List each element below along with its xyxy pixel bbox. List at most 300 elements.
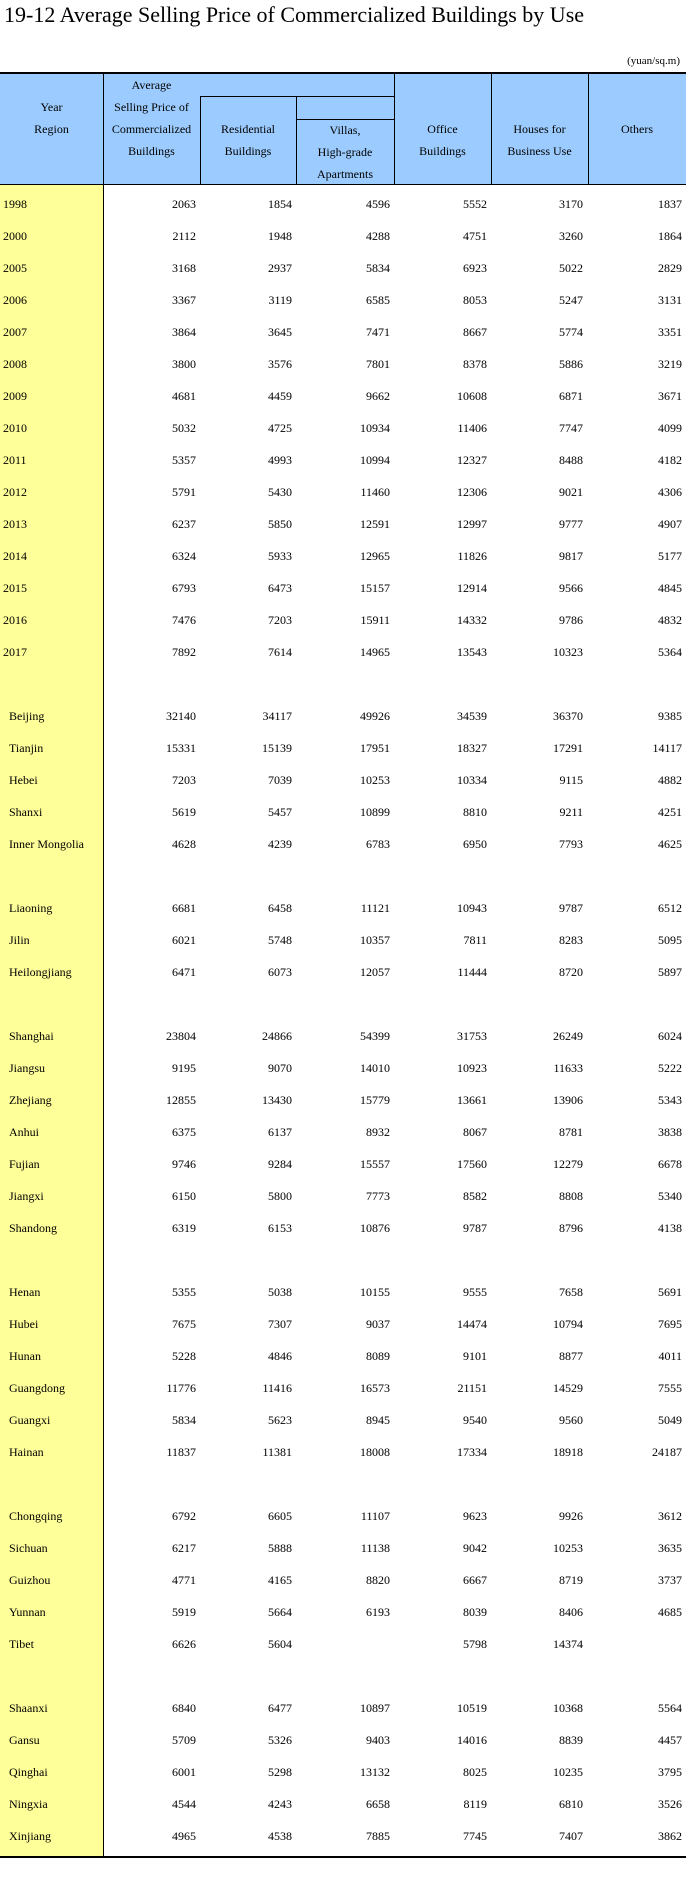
table-row bbox=[0, 732, 686, 764]
cell-business: 8488 bbox=[559, 453, 583, 467]
cell-others: 5343 bbox=[658, 1093, 682, 1107]
table-row bbox=[0, 380, 686, 412]
cell-avg: 9195 bbox=[172, 1061, 196, 1075]
cell-avg: 6319 bbox=[172, 1221, 196, 1235]
cell-residential: 4538 bbox=[268, 1829, 292, 1843]
row-label: 2017 bbox=[3, 645, 27, 659]
cell-business: 7793 bbox=[559, 837, 583, 851]
cell-office: 8378 bbox=[463, 357, 487, 371]
row-label: 2008 bbox=[3, 357, 27, 371]
row-label: Shaanxi bbox=[9, 1701, 48, 1715]
cell-residential: 5933 bbox=[268, 549, 292, 563]
row-label: 2012 bbox=[3, 485, 27, 499]
cell-others: 5340 bbox=[658, 1189, 682, 1203]
cell-others: 7555 bbox=[658, 1381, 682, 1395]
row-label: 2014 bbox=[3, 549, 27, 563]
cell-office: 12327 bbox=[457, 453, 487, 467]
cell-villas: 9662 bbox=[366, 389, 390, 403]
cell-villas: 9037 bbox=[366, 1317, 390, 1331]
row-label: 2007 bbox=[3, 325, 27, 339]
cell-residential: 4459 bbox=[268, 389, 292, 403]
cell-villas: 11121 bbox=[360, 901, 390, 915]
cell-avg: 6626 bbox=[172, 1637, 196, 1651]
cell-villas: 10994 bbox=[360, 453, 390, 467]
cell-residential: 1948 bbox=[268, 229, 292, 243]
cell-business: 10794 bbox=[553, 1317, 583, 1331]
cell-avg: 7675 bbox=[172, 1317, 196, 1331]
cell-residential: 3119 bbox=[268, 293, 292, 307]
cell-office: 4751 bbox=[463, 229, 487, 243]
cell-business: 8719 bbox=[559, 1573, 583, 1587]
row-label: Anhui bbox=[9, 1125, 39, 1139]
cell-residential: 9070 bbox=[268, 1061, 292, 1075]
cell-others: 4138 bbox=[658, 1221, 682, 1235]
cell-avg: 4681 bbox=[172, 389, 196, 403]
cell-residential: 5298 bbox=[268, 1765, 292, 1779]
cell-avg: 6001 bbox=[172, 1765, 196, 1779]
cell-villas: 11107 bbox=[360, 1509, 390, 1523]
cell-residential: 5800 bbox=[268, 1189, 292, 1203]
cell-office: 9101 bbox=[463, 1349, 487, 1363]
cell-residential: 13430 bbox=[262, 1093, 292, 1107]
cell-others: 3635 bbox=[658, 1541, 682, 1555]
cell-office: 8582 bbox=[463, 1189, 487, 1203]
row-label: Sichuan bbox=[9, 1541, 48, 1555]
cell-avg: 7203 bbox=[172, 773, 196, 787]
row-label: 2013 bbox=[3, 517, 27, 531]
cell-others: 4907 bbox=[658, 517, 682, 531]
header-year-region: Year Region bbox=[34, 100, 69, 136]
header-villas: Villas, High-grade Apartments bbox=[317, 123, 373, 181]
cell-business: 14374 bbox=[553, 1637, 583, 1651]
cell-others: 7695 bbox=[658, 1317, 682, 1331]
cell-office: 18327 bbox=[457, 741, 487, 755]
cell-others: 3351 bbox=[658, 325, 682, 339]
cell-villas: 8945 bbox=[366, 1413, 390, 1427]
cell-residential: 1854 bbox=[268, 197, 292, 211]
cell-villas: 10876 bbox=[360, 1221, 390, 1235]
row-label: Heilongjiang bbox=[9, 965, 72, 979]
table-bottom-border bbox=[0, 1856, 686, 1858]
table-row bbox=[0, 1596, 686, 1628]
cell-office: 14016 bbox=[457, 1733, 487, 1747]
row-label: Inner Mongolia bbox=[9, 837, 84, 851]
table-row bbox=[0, 1756, 686, 1788]
table-row bbox=[0, 1372, 686, 1404]
cell-avg: 3168 bbox=[172, 261, 196, 275]
cell-avg: 3367 bbox=[172, 293, 196, 307]
cell-others: 14117 bbox=[652, 741, 682, 755]
table-row bbox=[0, 1276, 686, 1308]
cell-villas: 13132 bbox=[360, 1765, 390, 1779]
row-label: Xinjiang bbox=[9, 1829, 51, 1843]
cell-villas: 7801 bbox=[366, 357, 390, 371]
row-label: Shanxi bbox=[9, 805, 43, 819]
table-row bbox=[0, 1020, 686, 1052]
table-row bbox=[0, 348, 686, 380]
cell-business: 5247 bbox=[559, 293, 583, 307]
cell-avg: 6375 bbox=[172, 1125, 196, 1139]
cell-villas: 4596 bbox=[366, 197, 390, 211]
row-label: Guizhou bbox=[9, 1573, 51, 1587]
cell-villas: 9403 bbox=[366, 1733, 390, 1747]
table-row bbox=[0, 476, 686, 508]
cell-office: 14474 bbox=[457, 1317, 487, 1331]
cell-business: 10323 bbox=[553, 645, 583, 659]
row-label: 2016 bbox=[3, 613, 27, 627]
cell-villas: 14965 bbox=[360, 645, 390, 659]
cell-others: 4625 bbox=[658, 837, 682, 851]
row-label: Hubei bbox=[9, 1317, 39, 1331]
table-row bbox=[0, 828, 686, 860]
cell-office: 8067 bbox=[463, 1125, 487, 1139]
header-business-use: Houses for Business Use bbox=[507, 122, 572, 158]
cell-residential: 5664 bbox=[268, 1605, 292, 1619]
table-row bbox=[0, 956, 686, 988]
cell-residential: 5748 bbox=[268, 933, 292, 947]
cell-villas: 10934 bbox=[360, 421, 390, 435]
cell-others: 5095 bbox=[658, 933, 682, 947]
cell-others: 2829 bbox=[658, 261, 682, 275]
cell-business: 9786 bbox=[559, 613, 583, 627]
table-row bbox=[0, 1692, 686, 1724]
cell-others: 5049 bbox=[658, 1413, 682, 1427]
table-row bbox=[0, 444, 686, 476]
cell-office: 6950 bbox=[463, 837, 487, 851]
cell-others: 3131 bbox=[658, 293, 682, 307]
row-label: 2010 bbox=[3, 421, 27, 435]
cell-residential: 5888 bbox=[268, 1541, 292, 1555]
cell-avg: 6793 bbox=[172, 581, 196, 595]
table-row bbox=[0, 1500, 686, 1532]
table-row bbox=[0, 508, 686, 540]
cell-office: 12914 bbox=[457, 581, 487, 595]
row-label: Tianjin bbox=[9, 741, 44, 755]
cell-avg: 5357 bbox=[172, 453, 196, 467]
page-title: 19-12 Average Selling Price of Commercialized Buildings by Use bbox=[4, 2, 585, 27]
cell-residential: 5623 bbox=[268, 1413, 292, 1427]
cell-avg: 11776 bbox=[166, 1381, 196, 1395]
row-label: Shanghai bbox=[9, 1029, 54, 1043]
cell-business: 9115 bbox=[559, 773, 583, 787]
table-row bbox=[0, 220, 686, 252]
cell-avg: 5709 bbox=[172, 1733, 196, 1747]
cell-others: 5691 bbox=[658, 1285, 682, 1299]
cell-residential: 4243 bbox=[268, 1797, 292, 1811]
cell-avg: 32140 bbox=[166, 709, 196, 723]
cell-villas: 12965 bbox=[360, 549, 390, 563]
cell-residential: 15139 bbox=[262, 741, 292, 755]
price-table bbox=[0, 72, 686, 1856]
cell-business: 5886 bbox=[559, 357, 583, 371]
cell-residential: 4239 bbox=[268, 837, 292, 851]
cell-avg: 6150 bbox=[172, 1189, 196, 1203]
cell-avg: 23804 bbox=[166, 1029, 196, 1043]
row-label: Liaoning bbox=[9, 901, 53, 915]
cell-business: 8283 bbox=[559, 933, 583, 947]
row-label: Fujian bbox=[9, 1157, 40, 1171]
cell-business: 7658 bbox=[559, 1285, 583, 1299]
cell-business: 8877 bbox=[559, 1349, 583, 1363]
table-row bbox=[0, 700, 686, 732]
cell-business: 6871 bbox=[559, 389, 583, 403]
cell-office: 7811 bbox=[463, 933, 487, 947]
cell-office: 9042 bbox=[463, 1541, 487, 1555]
unit-label: (yuan/sq.m) bbox=[627, 55, 680, 67]
table-row bbox=[0, 636, 686, 668]
cell-others: 3795 bbox=[658, 1765, 682, 1779]
cell-residential: 6153 bbox=[268, 1221, 292, 1235]
cell-others: 5564 bbox=[658, 1701, 682, 1715]
cell-villas: 11460 bbox=[360, 485, 390, 499]
cell-others: 4099 bbox=[658, 421, 682, 435]
cell-villas: 6658 bbox=[366, 1797, 390, 1811]
cell-residential: 5850 bbox=[268, 517, 292, 531]
cell-office: 13543 bbox=[457, 645, 487, 659]
cell-others: 6024 bbox=[658, 1029, 682, 1043]
table-row bbox=[0, 1052, 686, 1084]
cell-office: 17560 bbox=[457, 1157, 487, 1171]
cell-office: 8119 bbox=[463, 1797, 487, 1811]
cell-business: 8720 bbox=[559, 965, 583, 979]
cell-office: 8810 bbox=[463, 805, 487, 819]
row-label: Jiangsu bbox=[9, 1061, 45, 1075]
cell-residential: 3576 bbox=[268, 357, 292, 371]
cell-business: 9926 bbox=[559, 1509, 583, 1523]
cell-residential: 5038 bbox=[268, 1285, 292, 1299]
cell-office: 11444 bbox=[457, 965, 487, 979]
header-residential: Residential Buildings bbox=[221, 122, 275, 158]
cell-office: 8053 bbox=[463, 293, 487, 307]
table-header bbox=[0, 72, 686, 185]
row-label: Zhejiang bbox=[9, 1093, 52, 1107]
table-row bbox=[0, 924, 686, 956]
cell-business: 7747 bbox=[559, 421, 583, 435]
cell-residential: 6458 bbox=[268, 901, 292, 915]
cell-office: 7745 bbox=[463, 1829, 487, 1843]
cell-residential: 24866 bbox=[262, 1029, 292, 1043]
cell-avg: 5919 bbox=[172, 1605, 196, 1619]
table-row bbox=[0, 892, 686, 924]
cell-villas: 6783 bbox=[366, 837, 390, 851]
cell-others: 5897 bbox=[658, 965, 682, 979]
cell-avg: 5032 bbox=[172, 421, 196, 435]
cell-business: 8796 bbox=[559, 1221, 583, 1235]
header-average-price: Average Selling Price of Commercialized Buildings bbox=[111, 78, 192, 158]
cell-others: 3838 bbox=[658, 1125, 682, 1139]
cell-office: 34539 bbox=[457, 709, 487, 723]
cell-avg: 2112 bbox=[172, 229, 196, 243]
cell-avg: 3864 bbox=[172, 325, 196, 339]
cell-others: 3526 bbox=[658, 1797, 682, 1811]
cell-avg: 6471 bbox=[172, 965, 196, 979]
cell-others: 24187 bbox=[652, 1445, 682, 1459]
row-label: Qinghai bbox=[9, 1765, 48, 1779]
cell-business: 36370 bbox=[553, 709, 583, 723]
cell-others: 4685 bbox=[658, 1605, 682, 1619]
table-row bbox=[0, 1628, 686, 1660]
cell-villas: 14010 bbox=[360, 1061, 390, 1075]
cell-avg: 6840 bbox=[172, 1701, 196, 1715]
cell-business: 9566 bbox=[559, 581, 583, 595]
cell-villas: 18008 bbox=[360, 1445, 390, 1459]
cell-residential: 11416 bbox=[262, 1381, 292, 1395]
cell-villas: 10253 bbox=[360, 773, 390, 787]
cell-avg: 11837 bbox=[166, 1445, 196, 1459]
cell-office: 8025 bbox=[463, 1765, 487, 1779]
cell-villas: 5834 bbox=[366, 261, 390, 275]
cell-villas: 49926 bbox=[360, 709, 390, 723]
table-row bbox=[0, 1404, 686, 1436]
cell-avg: 5834 bbox=[172, 1413, 196, 1427]
table-row bbox=[0, 1436, 686, 1468]
cell-villas: 12591 bbox=[360, 517, 390, 531]
table-row bbox=[0, 1116, 686, 1148]
cell-business: 3260 bbox=[559, 229, 583, 243]
cell-villas: 10897 bbox=[360, 1701, 390, 1715]
table-row bbox=[0, 1340, 686, 1372]
cell-villas: 10155 bbox=[360, 1285, 390, 1299]
table-row bbox=[0, 1724, 686, 1756]
cell-villas: 6193 bbox=[366, 1605, 390, 1619]
cell-others: 4306 bbox=[658, 485, 682, 499]
cell-business: 6810 bbox=[559, 1797, 583, 1811]
cell-business: 14529 bbox=[553, 1381, 583, 1395]
header-office: Office Buildings bbox=[419, 122, 466, 158]
cell-avg: 9746 bbox=[172, 1157, 196, 1171]
cell-villas: 7885 bbox=[366, 1829, 390, 1843]
row-label: Yunnan bbox=[9, 1605, 46, 1619]
row-label: Hebei bbox=[9, 773, 38, 787]
cell-others: 1864 bbox=[658, 229, 682, 243]
cell-office: 9623 bbox=[463, 1509, 487, 1523]
cell-office: 10334 bbox=[457, 773, 487, 787]
row-label: 2011 bbox=[3, 453, 27, 467]
row-label: Jiangxi bbox=[9, 1189, 44, 1203]
row-label: Hunan bbox=[9, 1349, 41, 1363]
cell-office: 9787 bbox=[463, 1221, 487, 1235]
cell-residential: 2937 bbox=[268, 261, 292, 275]
cell-avg: 5228 bbox=[172, 1349, 196, 1363]
cell-business: 9817 bbox=[559, 549, 583, 563]
table-row bbox=[0, 1788, 686, 1820]
cell-business: 9211 bbox=[559, 805, 583, 819]
table-row bbox=[0, 796, 686, 828]
cell-business: 8808 bbox=[559, 1189, 583, 1203]
table-row bbox=[0, 316, 686, 348]
cell-residential: 5326 bbox=[268, 1733, 292, 1747]
cell-office: 9540 bbox=[463, 1413, 487, 1427]
row-label: Hainan bbox=[9, 1445, 44, 1459]
cell-residential: 4165 bbox=[268, 1573, 292, 1587]
cell-avg: 6324 bbox=[172, 549, 196, 563]
cell-residential: 5430 bbox=[268, 485, 292, 499]
table-row bbox=[0, 1084, 686, 1116]
cell-residential: 7039 bbox=[268, 773, 292, 787]
row-label: Henan bbox=[9, 1285, 41, 1299]
cell-business: 18918 bbox=[553, 1445, 583, 1459]
cell-villas: 11138 bbox=[360, 1541, 390, 1555]
cell-business: 8406 bbox=[559, 1605, 583, 1619]
cell-residential: 5457 bbox=[268, 805, 292, 819]
cell-others: 5177 bbox=[658, 549, 682, 563]
table-row bbox=[0, 1180, 686, 1212]
cell-business: 11633 bbox=[553, 1061, 583, 1075]
cell-others: 4182 bbox=[658, 453, 682, 467]
cell-others: 6512 bbox=[658, 901, 682, 915]
cell-villas: 8089 bbox=[366, 1349, 390, 1363]
cell-villas: 6585 bbox=[366, 293, 390, 307]
row-label: 2015 bbox=[3, 581, 27, 595]
cell-villas: 17951 bbox=[360, 741, 390, 755]
cell-residential: 7203 bbox=[268, 613, 292, 627]
cell-others: 3737 bbox=[658, 1573, 682, 1587]
cell-office: 9555 bbox=[463, 1285, 487, 1299]
cell-residential: 11381 bbox=[262, 1445, 292, 1459]
cell-residential: 7307 bbox=[268, 1317, 292, 1331]
cell-avg: 5791 bbox=[172, 485, 196, 499]
cell-residential: 4846 bbox=[268, 1349, 292, 1363]
cell-others: 6678 bbox=[658, 1157, 682, 1171]
cell-office: 21151 bbox=[457, 1381, 487, 1395]
cell-business: 7407 bbox=[559, 1829, 583, 1843]
cell-villas: 54399 bbox=[360, 1029, 390, 1043]
cell-others: 5364 bbox=[658, 645, 682, 659]
cell-villas: 7471 bbox=[366, 325, 390, 339]
cell-office: 8667 bbox=[463, 325, 487, 339]
cell-residential: 4993 bbox=[268, 453, 292, 467]
table-row bbox=[0, 1532, 686, 1564]
cell-residential: 7614 bbox=[268, 645, 292, 659]
cell-office: 11406 bbox=[457, 421, 487, 435]
cell-office: 6923 bbox=[463, 261, 487, 275]
cell-avg: 5619 bbox=[172, 805, 196, 819]
cell-office: 12997 bbox=[457, 517, 487, 531]
row-label: Gansu bbox=[9, 1733, 40, 1747]
table-row bbox=[0, 1564, 686, 1596]
cell-business: 9560 bbox=[559, 1413, 583, 1427]
table-row bbox=[0, 1148, 686, 1180]
cell-others: 4832 bbox=[658, 613, 682, 627]
cell-residential: 6137 bbox=[268, 1125, 292, 1139]
cell-office: 10943 bbox=[457, 901, 487, 915]
table-row bbox=[0, 764, 686, 796]
cell-avg: 6792 bbox=[172, 1509, 196, 1523]
cell-business: 9777 bbox=[559, 517, 583, 531]
cell-office: 5552 bbox=[463, 197, 487, 211]
cell-others: 9385 bbox=[658, 709, 682, 723]
row-label: Chongqing bbox=[9, 1509, 63, 1523]
row-label: 2000 bbox=[3, 229, 27, 243]
cell-office: 17334 bbox=[457, 1445, 487, 1459]
cell-residential: 6605 bbox=[268, 1509, 292, 1523]
cell-villas: 15557 bbox=[360, 1157, 390, 1171]
cell-villas: 16573 bbox=[360, 1381, 390, 1395]
cell-others: 4882 bbox=[658, 773, 682, 787]
table-body bbox=[0, 185, 686, 1856]
cell-residential: 6473 bbox=[268, 581, 292, 595]
cell-villas: 15157 bbox=[360, 581, 390, 595]
cell-others: 3862 bbox=[658, 1829, 682, 1843]
cell-business: 5022 bbox=[559, 261, 583, 275]
table-row bbox=[0, 1308, 686, 1340]
cell-business: 10235 bbox=[553, 1765, 583, 1779]
row-label: 2005 bbox=[3, 261, 27, 275]
cell-residential: 34117 bbox=[262, 709, 292, 723]
cell-villas: 10899 bbox=[360, 805, 390, 819]
row-label: Guangxi bbox=[9, 1413, 51, 1427]
row-label: Tibet bbox=[9, 1637, 34, 1651]
